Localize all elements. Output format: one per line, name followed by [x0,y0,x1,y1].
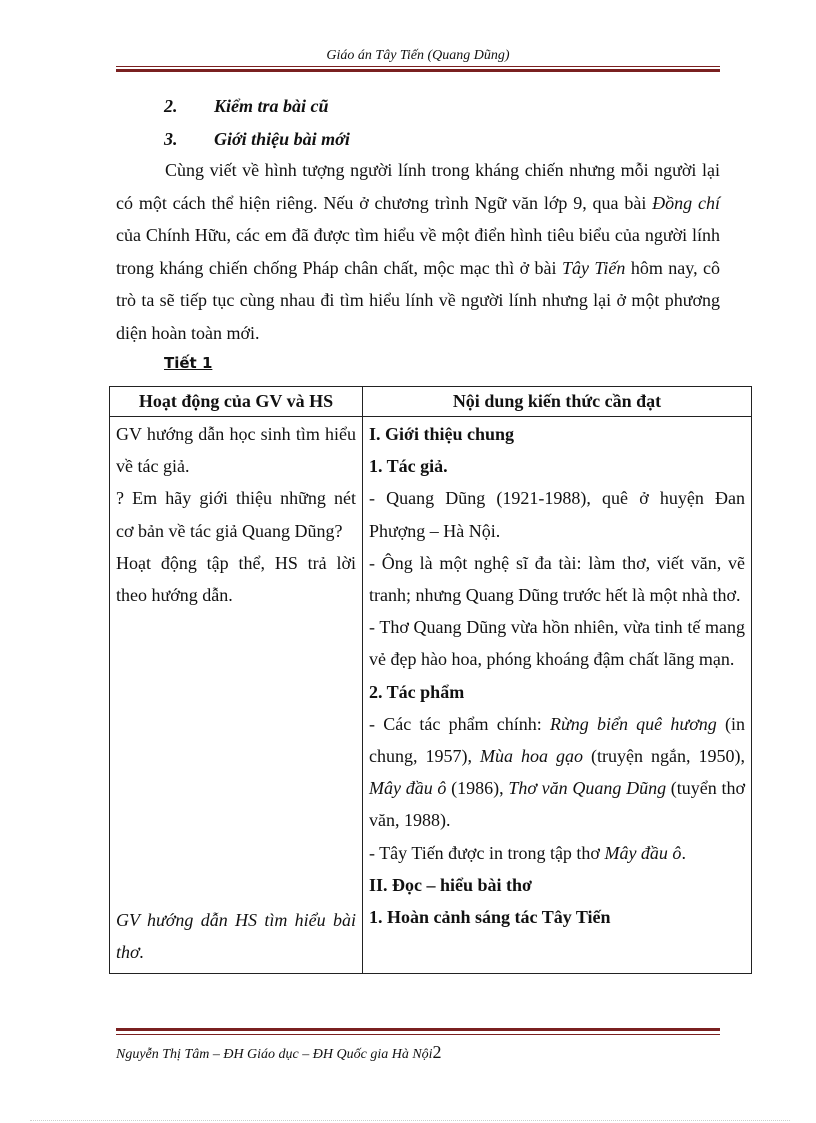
works-list [369,708,745,837]
tay-tien-text: - Tây Tiến được in trong tập thơ [369,842,605,863]
activity-3: Hoạt động tập thể, HS trả lời theo hướng dẫn. [116,552,356,606]
heading-doc-hieu: II. Đọc – hiểu bài thơ [369,874,532,895]
section-3-number: 3. [164,129,178,149]
author-talents: - Ông là một nghệ sĩ đa tài: làm thơ, viết văn, vẽ tranh; nhưng Quang Dũng trước hết là một nhà thơ. [369,552,745,606]
heading-tac-pham: 2. Tác phẩm [369,681,465,702]
works-text-5: (tuyển thơ văn, 1988). [369,778,746,831]
section-2-number: 2. [164,96,178,116]
work-rung-bien: Rừng biển quê hương [549,713,717,734]
lesson-table [109,386,752,974]
activity-4: GV hướng dẫn HS tìm hiểu bài thơ. [116,910,356,963]
activity-2: ? Em hãy giới thiệu những nét cơ bản về tác giả Quang Dũng? [116,488,356,541]
tay-tien-period: . [681,842,686,863]
section-2-title: Kiểm tra bài cũ [214,96,329,116]
content-cell [363,417,752,974]
table-row [110,417,752,974]
author-style: - Thơ Quang Dũng vừa hồn nhiên, vừa tinh tế mang vẻ đẹp hào hoa, phóng khoáng đậm chất lãng mạn. [369,617,745,670]
header-rule-thick [116,69,720,72]
footer-author: Nguyễn Thị Tâm – ĐH Giáo dục – ĐH Quốc gia Hà Nội [116,1047,433,1062]
header-content: Nội dung kiến thức cần đạt [363,387,752,417]
footer-rule-thick [116,1028,720,1031]
table-header-row [110,387,752,417]
page-bottom-edge [30,1120,790,1121]
work-may-dau-o: Mây đầu ô [369,778,447,799]
footer-rule-thin [116,1034,720,1035]
heading-gioi-thieu-chung: I. Giới thiệu chung [369,424,515,444]
activity-1: GV hướng dẫn học sinh tìm hiểu về tác giả. [116,424,356,477]
work-tho-van: Thơ văn Quang Dũng [508,778,667,799]
intro-paragraph [116,154,720,350]
page-header-title: Giáo án Tây Tiến (Quang Dũng) [326,48,510,63]
section-3-title: Giới thiệu bài mới [214,129,350,149]
intro-text-1: Cùng viết về hình tượng người lính trong kháng chiến nhưng mỗi người lại có một cách thể hiện riêng. Nếu ở chương trình Ngữ văn lớp 9, qua bài [116,160,720,213]
intro-text-3: hôm nay, cô trò ta sẽ tiếp tục cùng nhau đi tìm hiểu lính về người lính nhưng lại ở một phương diện hoàn toàn mới. [116,257,720,343]
author-bio: - Quang Dũng (1921-1988), quê ở huyện Đan Phượng – Hà Nội. [369,488,745,541]
heading-hoan-canh: 1. Hoàn cảnh sáng tác Tây Tiến [369,907,611,928]
works-text-2: (in chung, 1957), [369,713,745,767]
heading-tac-gia: 1. Tác giả. [369,456,448,477]
works-text-3: (truyện ngắn, 1950), [583,746,745,767]
intro-work-tay-tien: Tây Tiến [561,257,626,278]
header-activities: Hoạt động của GV và HS [110,387,363,417]
activities-cell [110,417,363,974]
works-text-1: - Các tác phẩm chính: [369,713,550,734]
intro-work-dong-chi: Đồng chí [652,192,720,213]
lesson-period-label: Tiết 1 [164,354,213,372]
works-text-4: (1986), [446,778,509,799]
tay-tien-note [369,837,745,869]
intro-text-2: của Chính Hữu, các em đã được tìm hiểu về một điển hình tiêu biểu của người lính trong kháng chiến chống Pháp chân chất, mộc mạc thì ở bài [116,225,720,278]
work-mua-hoa-gao: Mùa hoa gạo [480,746,584,767]
page-number: 2 [432,1042,442,1062]
page-footer [116,1042,442,1063]
header-rule-thin [116,66,720,67]
tay-tien-collection: Mây đầu ô [604,842,682,863]
